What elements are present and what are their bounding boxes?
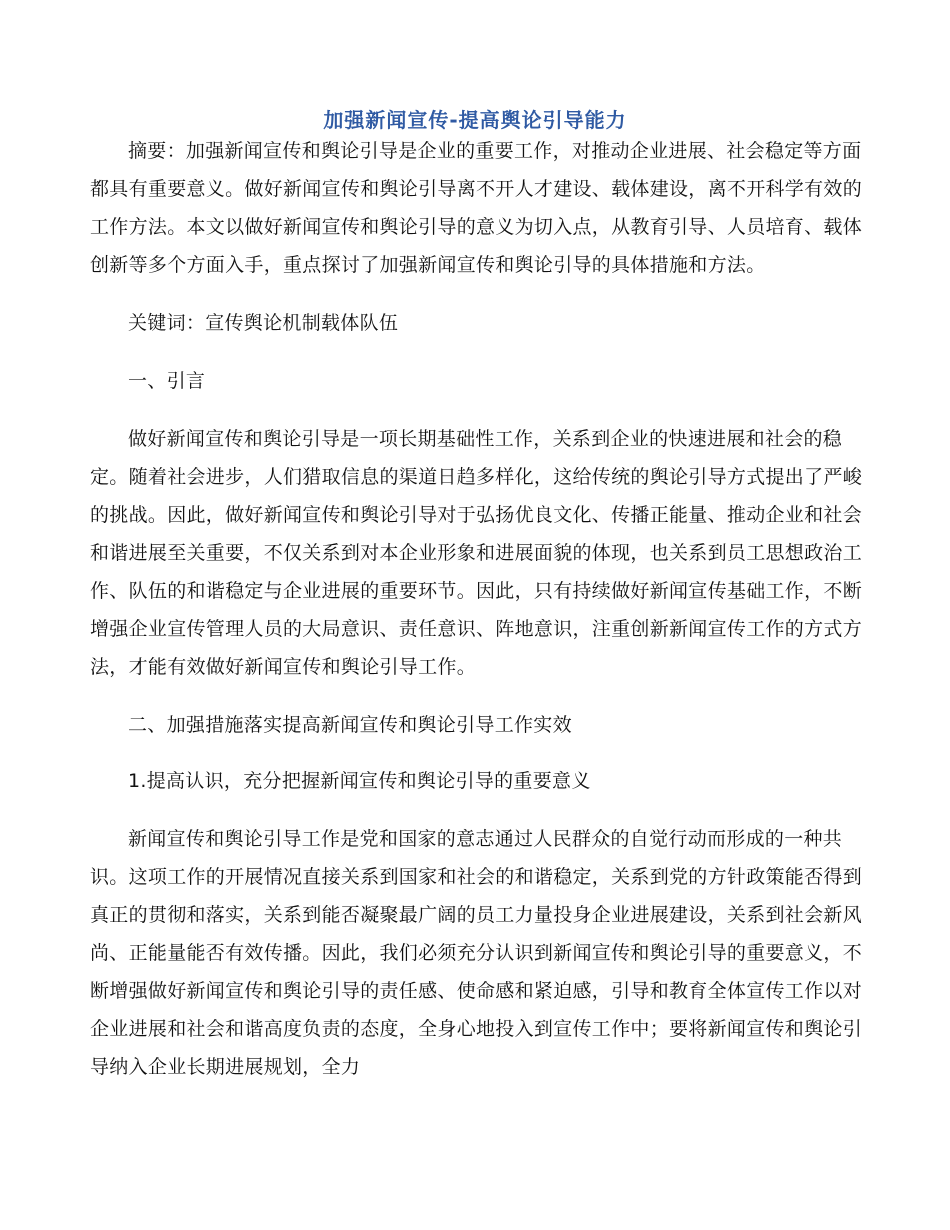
subsection-heading-awareness: 1.提高认识，充分把握新闻宣传和舆论引导的重要意义: [128, 770, 591, 792]
abstract-paragraph: 摘要：加强新闻宣传和舆论引导是企业的重要工作，对推动企业进展、社会稳定等方面都具有重要意义。做好新闻宣传和舆论引导离不开人才建设、载体建设，离不开科学有效的工作方法。本文以做好新闻宣传和舆论引导的意义为切入点，从教育引导、人员培育、载体创新等多个方面入手，重点探讨了加强新闻宣传和舆论引导的具体措施和方法。: [90, 140, 863, 276]
keywords-line: 关键词：宣传舆论机制载体队伍: [128, 312, 399, 334]
introduction-paragraph: 做好新闻宣传和舆论引导是一项长期基础性工作，关系到企业的快速进展和社会的稳定。随着社会进步，人们猎取信息的渠道日趋多样化，这给传统的舆论引导方式提出了严峻的挑战。因此，做好新闻宣传和舆论引导对于弘扬优良文化、传播正能量、推动企业和社会和谐进展至关重要，不仅关系到对本企业形象和进展面貌的体现，也关系到员工思想政治工作、队伍的和谐稳定与企业进展的重要环节。因此，只有持续做好新闻宣传基础工作，不断增强企业宣传管理人员的大局意识、责任意识、阵地意识，注重创新新闻宣传工作的方式方法，才能有效做好新闻宣传和舆论引导工作。: [90, 428, 863, 678]
section-heading-introduction: 一、引言: [128, 370, 206, 392]
document-body: [90, 132, 865, 1086]
awareness-paragraph: 新闻宣传和舆论引导工作是党和国家的意志通过人民群众的自觉行动而形成的一种共识。这项工作的开展情况直接关系到国家和社会的和谐稳定，关系到党的方针政策能否得到真正的贯彻和落实，关系到能否凝聚最广阔的员工力量投身企业进展建设，关系到社会新风尚、正能量能否有效传播。因此，我们必须充分认识到新闻宣传和舆论引导的重要意义，不断增强做好新闻宣传和舆论引导的责任感、使命感和紧迫感，引导和教育全体宣传工作以对企业进展和社会和谐高度负责的态度，全身心地投入到宣传工作中；要将新闻宣传和舆论引导纳入企业长期进展规划，全力: [90, 828, 863, 1078]
section-heading-measures: 二、加强措施落实提高新闻宣传和舆论引导工作实效: [128, 714, 572, 736]
document-title: 加强新闻宣传-提高舆论引导能力: [323, 108, 627, 132]
